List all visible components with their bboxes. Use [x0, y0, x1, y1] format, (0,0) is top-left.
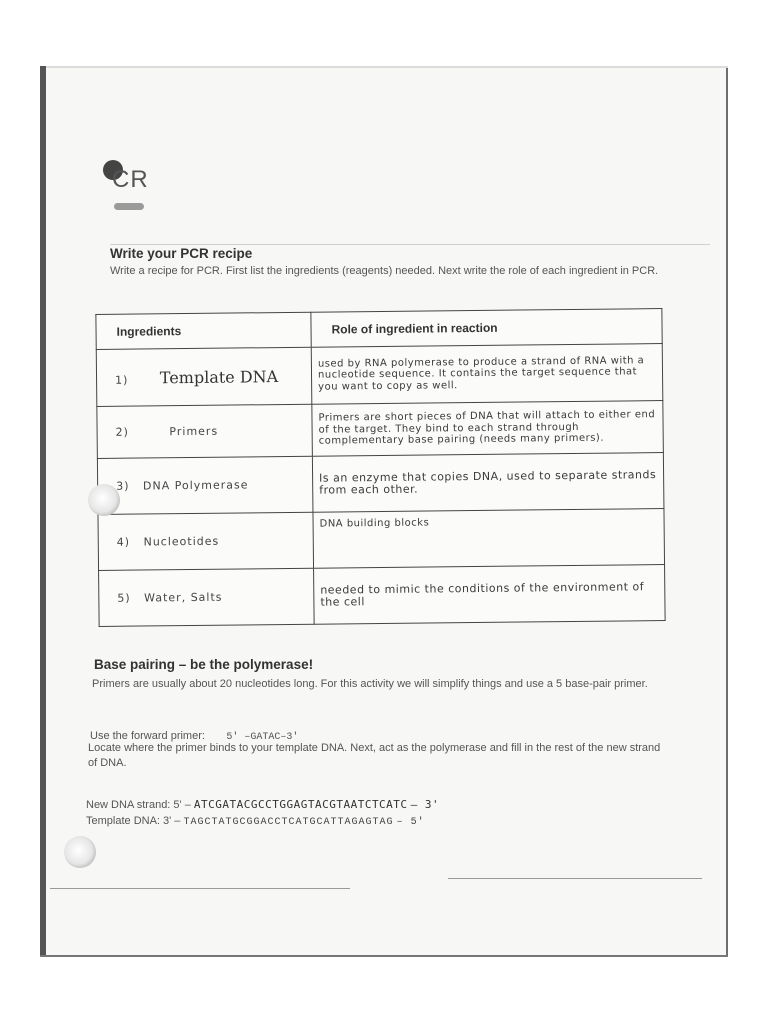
role-cell: used by RNA polymerase to produce a strand of RNA with a nucleotide sequence. It contains the target sequence that you want to copy as well.: [311, 344, 663, 405]
ingredient-name: Primers: [169, 424, 219, 439]
row-number: 5): [117, 591, 131, 605]
punch-hole-icon: [64, 836, 96, 868]
page-title: CR: [112, 166, 149, 193]
new-strand-label: New DNA strand: 5' –: [86, 799, 191, 811]
page-edge: [40, 66, 46, 956]
role-cell: Primers are short pieces of DNA that will attach to either end of the target. They bind to each strand through complementary base pairing (needs many primers).: [312, 401, 664, 457]
row-number: 2): [115, 425, 129, 439]
ingredient-cell: [99, 568, 315, 626]
new-strand-end: – 3': [410, 798, 440, 811]
punch-hole-icon: [88, 484, 120, 516]
locate-instructions: Locate where the primer binds to your template DNA. Next, act as the polymerase and fill in the rest of the new strand of DNA.: [88, 742, 661, 769]
recipe-instructions: Write a recipe for PCR. First list the ingredients (reagents) needed. Next write the role of each ingredient in PCR.: [110, 265, 659, 277]
row-number: 4): [116, 535, 131, 549]
table-row: [96, 344, 663, 407]
table-row: [97, 401, 664, 459]
new-strand-line: [86, 798, 439, 811]
row-number: 3): [116, 479, 130, 493]
role-cell: Is an enzyme that copies DNA, used to separate strands from each other.: [312, 453, 664, 513]
scan-bottom-edge: [40, 955, 728, 957]
template-label: Template DNA: 3' –: [86, 815, 181, 827]
template-line: [86, 815, 425, 828]
header-divider: [110, 244, 710, 245]
footer-rule: [448, 878, 702, 879]
ingredients-header: Ingredients: [96, 312, 311, 349]
primer-sequence: 5' –GATAC–3': [226, 732, 299, 743]
ingredient-cell: [97, 404, 313, 458]
template-end: – 5': [396, 817, 425, 828]
ingredient-name: DNA Polymerase: [142, 478, 249, 493]
table-row: [97, 453, 664, 515]
role-cell: DNA building blocks: [313, 509, 665, 569]
recipe-heading: Write your PCR recipe: [110, 246, 253, 261]
ingredient-cell: [97, 456, 313, 514]
ingredient-cell: [98, 512, 314, 570]
role-cell: needed to mimic the conditions of the environment of the cell: [314, 565, 666, 625]
badge-pill: [114, 203, 144, 210]
new-strand-sequence: ATCGATACGCCTGGAGTACGTAATCTCATC: [193, 798, 408, 811]
footer-rule: [50, 888, 350, 889]
base-pairing-heading: Base pairing – be the polymerase!: [94, 657, 314, 672]
row-number: 1): [114, 373, 129, 387]
ingredient-name: Template DNA: [159, 366, 279, 387]
ingredient-cell: [96, 347, 312, 406]
template-sequence: TAGCTATGCGGACCTCATGCATTAGAGTAG: [183, 817, 394, 828]
recipe-table: [95, 308, 665, 627]
table-row: [99, 565, 666, 627]
table-row: [98, 509, 665, 571]
role-header: Role of ingredient in reaction: [311, 309, 662, 348]
primer-label: Use the forward primer:: [90, 730, 205, 742]
ingredient-name: Nucleotides: [143, 534, 220, 549]
ingredient-name: Water, Salts: [144, 590, 223, 605]
base-pairing-intro: Primers are usually about 20 nucleotides long. For this activity we will simplify things and use a 5 base-pair primer.: [92, 678, 648, 690]
